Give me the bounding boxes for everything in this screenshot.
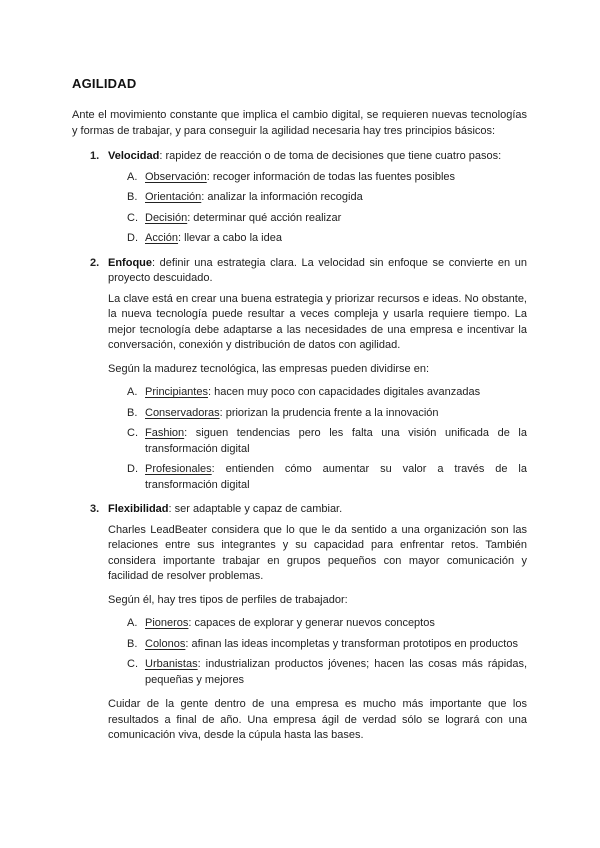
body-paragraph: Según él, hay tres tipos de perfiles de trabajador:: [108, 593, 348, 606]
list-text: : llevar a cabo la idea: [178, 232, 282, 244]
list-letter: C.: [127, 427, 138, 439]
list-item: [108, 170, 527, 186]
list-item: [108, 385, 527, 401]
document-body: [72, 108, 527, 744]
principle-description: : definir una estrategia clara. La velocidad sin enfoque se convierte en un proyecto descuidado.: [108, 256, 527, 284]
list-letter: A.: [127, 386, 138, 398]
principle-number: 3.: [90, 503, 100, 515]
principle-velocidad: [72, 149, 527, 247]
steps-list: [108, 170, 527, 247]
principle-description: : ser adaptable y capaz de cambiar.: [168, 503, 343, 515]
list-term: Urbanistas: [145, 658, 198, 670]
list-term: Decisión: [145, 211, 188, 224]
principle-name: Velocidad: [108, 150, 160, 162]
list-text: : determinar qué acción realizar: [187, 211, 342, 224]
principle-enfoque: [72, 256, 527, 494]
list-text: : recoger información de todas las fuentes posibles: [206, 170, 456, 183]
principle-number: 2.: [90, 256, 100, 269]
list-term: Conservadoras: [145, 406, 220, 419]
principle-description: : rapidez de reacción o de toma de decisiones que tiene cuatro pasos:: [159, 150, 502, 162]
list-letter: B.: [127, 191, 138, 203]
list-term: Acción: [145, 232, 179, 244]
list-item: [108, 657, 527, 688]
list-letter: B.: [127, 637, 138, 650]
principle-heading: [108, 256, 527, 287]
page-title: AGILIDAD: [72, 76, 137, 91]
list-term: Observación: [145, 170, 207, 183]
list-text: : analizar la información recogida: [201, 191, 363, 203]
principle-flexibilidad: [72, 502, 527, 688]
list-item: [108, 426, 527, 457]
list-letter: C.: [127, 658, 138, 670]
list-text: : entienden cómo aumentar su valor a través de la transformación digital: [145, 463, 527, 491]
list-letter: A.: [127, 170, 138, 183]
list-term: Colonos: [145, 637, 186, 650]
body-paragraph: La clave está en crear una buena estrategia y priorizar recursos e ideas. No obstante, la nueva tecnología puede resultar a veces compleja y usarla requiere tiempo. La mejor tecnología debe adaptarse a las necesidades de una empresa e incentivar la conversación, conexión y distribución de datos con agilidad.: [108, 292, 527, 351]
body-paragraph: Según la madurez tecnológica, las empresas pueden dividirse en:: [108, 362, 430, 375]
principle-number: 1.: [90, 150, 100, 162]
list-item: [108, 637, 527, 653]
list-item: [108, 190, 527, 206]
worker-profiles-list: [108, 616, 527, 688]
list-text: : capaces de explorar y generar nuevos conceptos: [188, 617, 435, 629]
list-text: : afinan las ideas incompletas y transforman prototipos en productos: [185, 637, 518, 650]
list-letter: B.: [127, 406, 138, 419]
list-letter: C.: [127, 211, 138, 224]
list-term: Pioneros: [145, 617, 189, 629]
list-text: : siguen tendencias pero les falta una visión unificada de la transformación digital: [145, 427, 527, 455]
list-letter: D.: [127, 463, 138, 475]
list-text: : hacen muy poco con capacidades digitales avanzadas: [207, 386, 481, 398]
list-item: [108, 616, 527, 632]
closing-paragraph: Cuidar de la gente dentro de una empresa es mucho más importante que los resultados a final de año. Una empresa ágil de verdad sólo se logrará con una comunicación viva, desde la cúpula hasta las bases.: [108, 698, 527, 741]
list-item: [108, 211, 527, 227]
principle-heading: [108, 149, 527, 165]
principle-heading: [108, 502, 527, 518]
principle-name: Enfoque: [108, 256, 152, 269]
list-letter: A.: [127, 617, 138, 629]
list-item: [108, 231, 527, 247]
list-term: Principiantes: [145, 386, 208, 398]
list-term: Orientación: [145, 191, 202, 203]
principle-name: Flexibilidad: [108, 503, 169, 515]
list-item: [108, 462, 527, 493]
list-text: : industrializan productos jóvenes; hacen las cosas más rápidas, pequeñas y mejores: [145, 658, 527, 686]
company-types-list: [108, 385, 527, 493]
list-term: Fashion: [145, 427, 185, 439]
intro-paragraph: Ante el movimiento constante que implica el cambio digital, se requieren nuevas tecnologías y formas de trabajar, y para conseguir la agilidad necesaria hay tres principios básicos:: [72, 109, 527, 137]
list-item: [108, 406, 527, 422]
list-letter: D.: [127, 232, 138, 244]
list-term: Profesionales: [145, 463, 212, 475]
list-text: : priorizan la prudencia frente a la innovación: [219, 406, 439, 419]
body-paragraph: Charles LeadBeater considera que lo que le da sentido a una organización son las relaciones entre sus integrantes y su capacidad para enfrentar retos. También considera importante trabajar en grupos pequeños con mayor comunicación y facilidad de resolver problemas.: [108, 523, 527, 582]
